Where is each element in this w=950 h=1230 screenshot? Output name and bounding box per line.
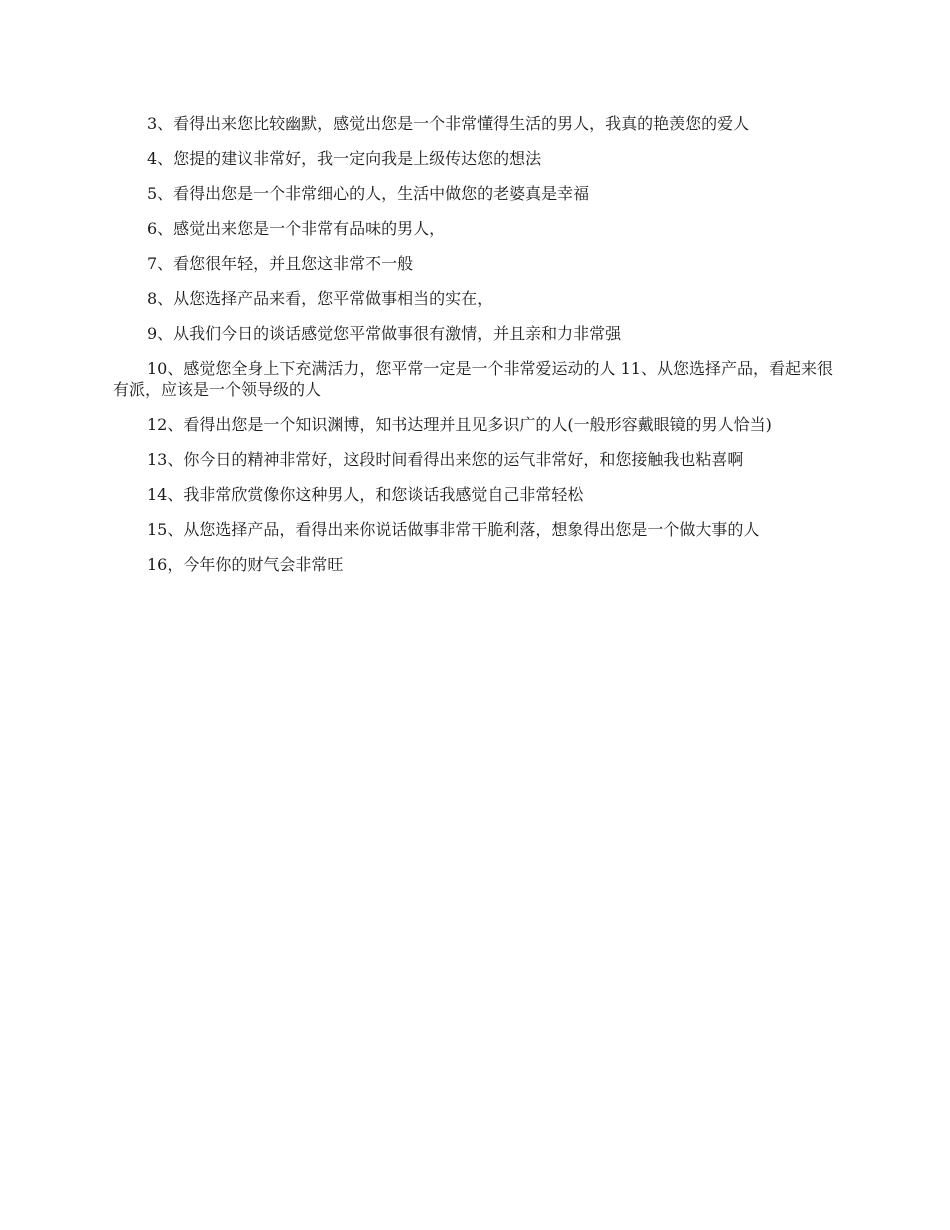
paragraph-8: 8、从您选择产品来看，您平常做事相当的实在， [147, 289, 494, 308]
document-body [113, 113, 833, 589]
paragraph-15: 15、从您选择产品，看得出来你说话做事非常干脆利落，想象得出您是一个做大事的人 [147, 520, 760, 539]
paragraph-4: 4、您提的建议非常好，我一定向我是上级传达您的想法 [147, 149, 542, 168]
paragraph-16: 16，今年你的财气会非常旺 [147, 555, 344, 574]
paragraph-12: 12、看得出您是一个知识渊博，知书达理并且见多识广的人(一般形容戴眼镜的男人恰当) [147, 415, 772, 434]
paragraph-7: 7、看您很年轻，并且您这非常不一般 [147, 254, 414, 273]
paragraph-13: 13、你今日的精神非常好，这段时间看得出来您的运气非常好，和您接触我也粘喜啊 [147, 450, 744, 469]
paragraph-6: 6、感觉出来您是一个非常有品味的男人， [147, 219, 446, 238]
paragraph-9: 9、从我们今日的谈话感觉您平常做事很有激情，并且亲和力非常强 [147, 324, 622, 343]
paragraph-10-11: 10、感觉您全身上下充满活力，您平常一定是一个非常爱运动的人 11、从您选择产品，看起来很有派，应该是一个领导级的人 [113, 359, 833, 399]
paragraph-14: 14、我非常欣赏像你这种男人，和您谈话我感觉自己非常轻松 [147, 485, 584, 504]
paragraph-5: 5、看得出您是一个非常细心的人，生活中做您的老婆真是幸福 [147, 184, 590, 203]
paragraph-3: 3、看得出来您比较幽默，感觉出您是一个非常懂得生活的男人，我真的艳羡您的爱人 [147, 114, 750, 133]
